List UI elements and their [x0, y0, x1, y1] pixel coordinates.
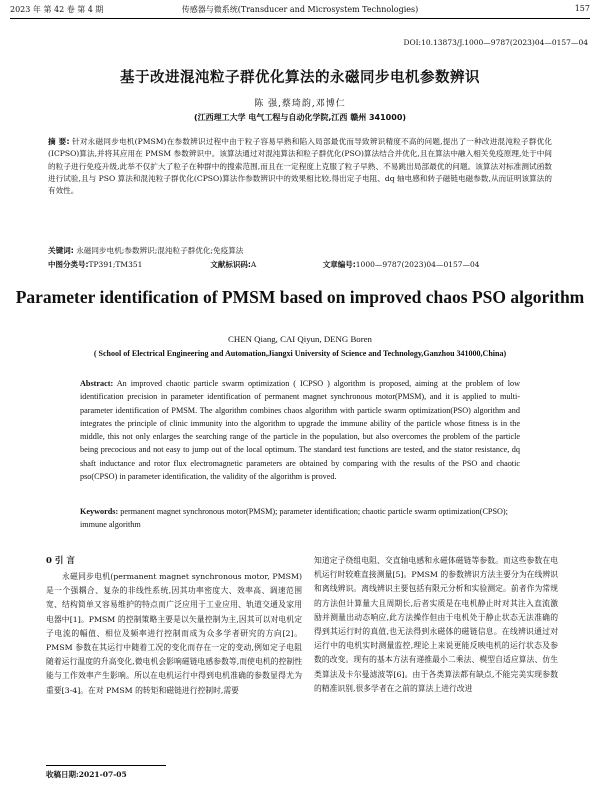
affiliation-chinese: (江西理工大学 电气工程与自动化学院,江西 赣州 341000) — [193, 113, 407, 122]
article-no-label: 文章编号: — [322, 260, 356, 269]
keywords-text-chinese: 永磁同步电机;参数辨识;混沌粒子群优化;免疫算法 — [76, 246, 244, 255]
keywords-label-english: Keywords: — [80, 507, 119, 516]
issue-info: 2023 年 第 42 卷 第 4 期 — [10, 5, 104, 14]
class-label: 中图分类号: — [48, 260, 89, 269]
title-english: Parameter identification of PMSM based on improved chaos PSO algorithm — [15, 287, 585, 307]
authors-english: CHEN Qiang, CAI Qiyun, DENG Boren — [228, 334, 372, 344]
abstract-label-chinese: 摘 要: — [48, 137, 70, 146]
affiliation-english: ( School of Electrical Engineering and Automation,Jiangxi University of Science and Technology,Ganzhou 341000,China) — [93, 349, 507, 358]
abstract-text-chinese: 针对永磁同步电机(PMSM)在参数辨识过程中由于粒子容易早熟和陷入局部最优而导致辨识精度不高的问题,提出了一种改进混沌粒子群优化(ICPSO)算法,并将其应用在 PMSM 参数辨识中。该算法通过对混沌算法和粒子群优化(PSO)算法结合并优化,且在算法中融入相关免疫原理,处于中间的粒子进行免疫升级,此举不仅扩大了粒子在种群中的搜索范围,而且在一定程度上克服了粒子早熟、不易跳出局部最优的问题。该算法对标准测试函数进行试验,且与 PSO 算法和混沌粒子群优化(CPSO)算法作参数辨识中的效果相比较,得出定子电阻、dq 轴电感和转子磁链电磁参数,从而证明该算法的有效性。 — [48, 137, 552, 196]
doc-code-value: A — [250, 260, 257, 269]
title-chinese: 基于改进混沌粒子群优化算法的永磁同步电机参数辨识 — [120, 70, 480, 86]
authors-chinese: 陈 强,蔡琦韵,邓博仁 — [254, 99, 346, 109]
doc-code-label: 文献标识码: — [210, 260, 251, 269]
abstract-english — [80, 377, 520, 483]
keywords-text-english: permanent magnet synchronous motor(PMSM); parameter identification; chaotic particle swarm optimization(CPSO); immune algorithm — [80, 507, 508, 530]
page-number: 157 — [574, 4, 590, 13]
keywords-label-chinese: 关键词: — [48, 246, 74, 255]
header-rule — [10, 18, 590, 19]
classification-line — [48, 259, 552, 270]
class-value: TP391;TM351 — [88, 260, 143, 269]
journal-name: 传感器与微系统(Transducer and Microsystem Technologies) — [181, 5, 419, 14]
keywords-english — [80, 505, 520, 532]
body-column-right: 知道定子绕组电阻、交直轴电感和永磁体磁链等参数。而这些参数在电机运行时较难直接测量[5]。PMSM 的参数辨识方法主要分为在线辨识和离线辨识。离线辨识主要包括有限元分析和实验测定。前者作为常规的方法但计算量大且周期长,后者实质是在电机静止时对其注入直流激励并测量出动态响应,此方法操作但由于电机处于静止状态无法准确的得到其运行时的真值,也无法得到永磁体的磁链信息。在线辨识通过对运行中的电机实时测量监控,理论上来说更能反映电机的运行状态及参数的改变。现有的基本方法有递推最小二乘法、模型自适应算法、仿生类算法及卡尔曼滤波等[6]。由于各类算法都有缺点,不能完美实现参数的精准识别,很多学者在之前的算法上进行改进 — [314, 556, 558, 693]
received-date: 收稿日期:2021-07-05 — [46, 770, 127, 779]
running-header — [10, 4, 590, 18]
keywords-chinese — [48, 245, 552, 257]
footnote-rule — [46, 765, 166, 766]
article-no-value: 1000—9787(2023)04—0157—04 — [355, 260, 480, 269]
doi: DOI:10.13873/J.1000—9787(2023)04—0157—04 — [403, 38, 588, 47]
abstract-text-english: An improved chaotic particle swarm optimization ( ICPSO ) algorithm is proposed, aiming at the problem of low identification precision in parameter identification of permanent magnet synchronous motor(PMSM), and it is applied to multi-parameter identification of PMSM. The algorithm combines chaos algorithm with particle swarm optimization(PSO) algorithm and integrates the principle of clinic immunity into the algorithm to upgrade the immune ability of the particle whose fitness is in the middle, this not only enlarges the searching range of the particle in the population, but also overcomes the problem of the particle being precocious and not easy to jump out of the local optimum. The standard test functions are tested, and the stator resistance, dq shaft inductance and rotor flux electromagnetic parameters are obtained by comparing with the results of the PSO and chaotic pso(CPSO) in parameter identification, the validity of the algorithm is proved. — [80, 379, 520, 482]
section-heading: 0 引 言 — [46, 556, 75, 566]
abstract-chinese — [48, 136, 552, 197]
body-column-left: 永磁同步电机(permanent magnet synchronous motor, PMSM)是一个强耦合、复杂的非线性系统,因其功率密度大、效率高、调速范围宽、结构简单又容易维护的特点而广泛应用于工业应用、轨道交通及家用电器中[1]。PMSM 的控制策略主要是以矢量控制为主,因其可以对电机定子电流的幅值、相位及频率进行控制而成为众多学者研究的方向[2]。PMSM 参数在其运行中随着工况的变化而存在一定的变动,例如定子电阻随着运行温度的升高变化,微电机会影响磁链电感参数等,而使电机的控制性能与工作效率产生影响。所以在电机运行中得到电机准确的参数显得尤为重要[3-4]。在对 PMSM 的转矩和磁链进行控制时,需要 — [46, 572, 302, 695]
abstract-label-english: Abstract: — [80, 379, 114, 388]
